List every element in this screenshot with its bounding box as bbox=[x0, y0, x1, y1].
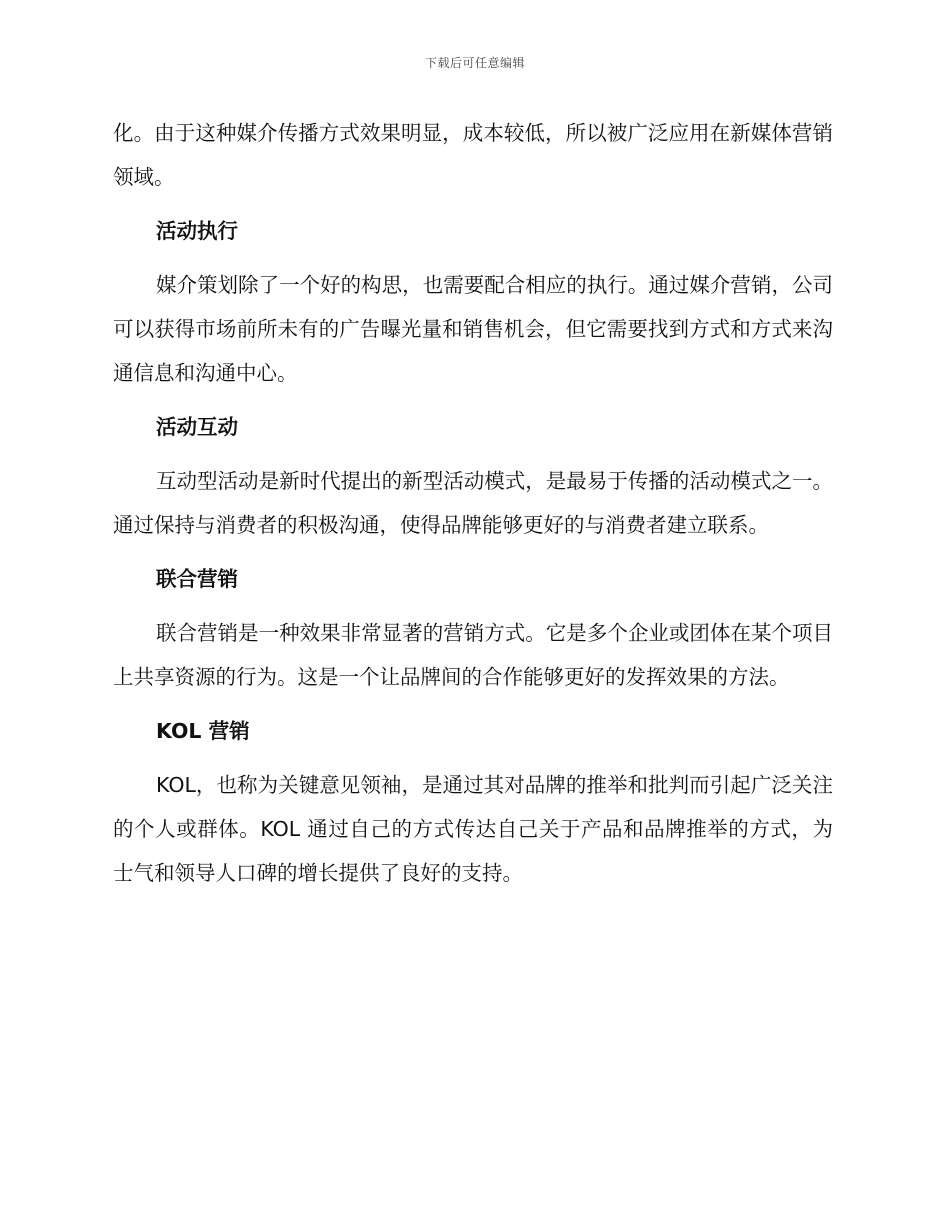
section-heading-joint-marketing: 联合营销 bbox=[156, 567, 238, 591]
section-body-joint-marketing: 联合营销是一种效果非常显著的营销方式。它是多个企业或团体在某个项目上共享资源的行为。这是一个让品牌间的合作能够更好的发挥效果的方法。 bbox=[113, 621, 833, 689]
section-body-kol-marketing: KOL，也称为关键意见领袖，是通过其对品牌的推举和批判而引起广泛关注的个人或群体。KOL 通过自己的方式传达自己关于产品和品牌推举的方式，为士气和领导人口碑的增长提供了良好的支持。 bbox=[113, 773, 833, 885]
section-body-activity-execution: 媒介策划除了一个好的构思，也需要配合相应的执行。通过媒介营销，公司可以获得市场前所未有的广告曝光量和销售机会，但它需要找到方式和方式来沟通信息和沟通中心。 bbox=[113, 273, 833, 385]
intro-paragraph: 化。由于这种媒介传播方式效果明显，成本较低，所以被广泛应用在新媒体营销领域。 bbox=[113, 121, 833, 189]
section-heading-activity-execution: 活动执行 bbox=[156, 219, 238, 243]
section-heading-kol-marketing: KOL 营销 bbox=[156, 719, 250, 743]
section-heading-activity-interaction: 活动互动 bbox=[156, 415, 238, 439]
section-body-activity-interaction: 互动型活动是新时代提出的新型活动模式，是最易于传播的活动模式之一。通过保持与消费者的积极沟通，使得品牌能够更好的与消费者建立联系。 bbox=[113, 469, 833, 537]
page-header: 下载后可任意编辑 bbox=[424, 56, 525, 70]
document-body bbox=[113, 111, 833, 895]
